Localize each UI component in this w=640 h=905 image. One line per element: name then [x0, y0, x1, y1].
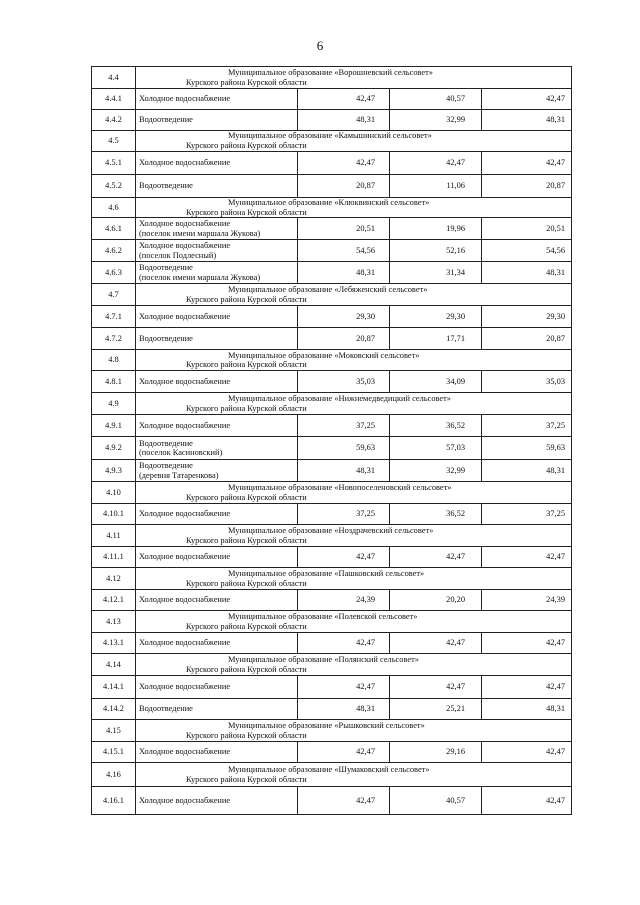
- tariff-value-v1: 37,25: [298, 504, 390, 525]
- tariff-value-v2: 29,16: [390, 742, 482, 763]
- section-heading-line: Муниципальное образование «Нижнемедведицкий сельсовет»: [228, 394, 451, 404]
- service-name-line: Холодное водоснабжение: [139, 241, 231, 251]
- section-heading-line: Курского района Курской области: [186, 578, 307, 588]
- section-code: 4.16: [92, 763, 136, 787]
- section-code: 4.9: [92, 393, 136, 415]
- tariff-value-v3: 37,25: [482, 415, 572, 437]
- row-code: 4.5.2: [92, 175, 136, 198]
- service-name-line: Холодное водоснабжение: [139, 509, 231, 519]
- row-code: 4.5.1: [92, 152, 136, 175]
- service-name-line: Водоотведение: [139, 438, 193, 448]
- table-row: [92, 89, 572, 110]
- section-heading-line: Муниципальное образование «Пашковский сельсовет»: [228, 569, 425, 579]
- tariff-value-v3: 42,47: [482, 742, 572, 763]
- tariff-value-v2: 29,30: [390, 306, 482, 328]
- tariff-value-v2: 31,34: [390, 262, 482, 284]
- service-name: [136, 262, 298, 284]
- section-heading: [136, 568, 572, 590]
- tariff-value-v2: 52,16: [390, 240, 482, 262]
- tariff-value-v3: 42,47: [482, 676, 572, 699]
- service-name: [136, 218, 298, 240]
- section-heading-line: Курского района Курской области: [186, 621, 307, 631]
- tariff-value-v2: 36,52: [390, 504, 482, 525]
- table-row: [92, 676, 572, 699]
- row-code: 4.10.1: [92, 504, 136, 525]
- section-code: 4.11: [92, 525, 136, 547]
- section-heading-line: Муниципальное образование «Моковский сельсовет»: [228, 350, 420, 360]
- section-row: [92, 131, 572, 152]
- tariff-value-v1: 29,30: [298, 306, 390, 328]
- section-code: 4.6: [92, 198, 136, 218]
- section-heading-line: Курского района Курской области: [186, 360, 307, 370]
- section-heading-line: Муниципальное образование «Ворошневский сельсовет»: [228, 67, 433, 77]
- service-name: [136, 89, 298, 110]
- service-name-line: Холодное водоснабжение: [139, 552, 231, 562]
- tariff-value-v1: 48,31: [298, 262, 390, 284]
- tariff-value-v3: 35,03: [482, 371, 572, 393]
- row-code: 4.6.3: [92, 262, 136, 284]
- table-row: [92, 371, 572, 393]
- tariff-value-v2: 40,57: [390, 89, 482, 110]
- table-row: [92, 175, 572, 198]
- section-row: [92, 482, 572, 504]
- row-code: 4.9.2: [92, 437, 136, 460]
- tariff-value-v2: 34,09: [390, 371, 482, 393]
- service-name: [136, 437, 298, 460]
- tariff-value-v1: 42,47: [298, 676, 390, 699]
- tariff-value-v3: 48,31: [482, 262, 572, 284]
- tariff-value-v3: 37,25: [482, 504, 572, 525]
- service-name-line: Холодное водоснабжение: [139, 94, 231, 104]
- tariff-value-v2: 17,71: [390, 328, 482, 350]
- table-row: [92, 437, 572, 460]
- section-code: 4.14: [92, 654, 136, 676]
- table-row: [92, 504, 572, 525]
- section-code: 4.10: [92, 482, 136, 504]
- service-name: [136, 110, 298, 131]
- service-name: [136, 415, 298, 437]
- section-heading-line: Муниципальное образование «Полевской сельсовет»: [228, 612, 418, 622]
- row-code: 4.14.2: [92, 699, 136, 720]
- tariff-value-v1: 42,47: [298, 742, 390, 763]
- service-name-line: (поселок Подлесный): [139, 250, 217, 260]
- table-row: [92, 218, 572, 240]
- table-row: [92, 415, 572, 437]
- table-row: [92, 742, 572, 763]
- section-code: 4.12: [92, 568, 136, 590]
- table-row: [92, 328, 572, 350]
- table-row: [92, 152, 572, 175]
- section-heading-line: Курского района Курской области: [186, 207, 307, 217]
- service-name: [136, 699, 298, 720]
- tariff-value-v1: 42,47: [298, 633, 390, 654]
- tariff-value-v2: 32,99: [390, 110, 482, 131]
- row-code: 4.6.1: [92, 218, 136, 240]
- service-name-line: Холодное водоснабжение: [139, 638, 231, 648]
- tariff-value-v1: 48,31: [298, 110, 390, 131]
- service-name: [136, 175, 298, 198]
- tariff-value-v3: 48,31: [482, 699, 572, 720]
- tariff-value-v2: 57,03: [390, 437, 482, 460]
- section-row: [92, 525, 572, 547]
- section-heading: [136, 525, 572, 547]
- tariff-value-v1: 42,47: [298, 89, 390, 110]
- table-row: [92, 590, 572, 611]
- service-name-line: (деревня Татаренкова): [139, 470, 219, 480]
- section-heading-line: Курского района Курской области: [186, 664, 307, 674]
- row-code: 4.4.1: [92, 89, 136, 110]
- service-name-line: Водоотведение: [139, 263, 193, 273]
- tariff-value-v2: 32,99: [390, 460, 482, 482]
- section-heading: [136, 763, 572, 787]
- service-name: [136, 676, 298, 699]
- tariff-value-v1: 42,47: [298, 547, 390, 568]
- tariff-value-v3: 20,51: [482, 218, 572, 240]
- service-name-line: Холодное водоснабжение: [139, 219, 231, 229]
- table-row: [92, 262, 572, 284]
- row-code: 4.15.1: [92, 742, 136, 763]
- tariff-value-v2: 20,20: [390, 590, 482, 611]
- tariff-value-v3: 20,87: [482, 328, 572, 350]
- tariff-value-v1: 37,25: [298, 415, 390, 437]
- service-name: [136, 460, 298, 482]
- tariff-value-v1: 48,31: [298, 460, 390, 482]
- row-code: 4.8.1: [92, 371, 136, 393]
- row-code: 4.13.1: [92, 633, 136, 654]
- tariff-value-v2: 11,06: [390, 175, 482, 198]
- tariff-table: [91, 66, 572, 815]
- tariff-value-v2: 42,47: [390, 633, 482, 654]
- section-code: 4.7: [92, 284, 136, 306]
- tariff-value-v2: 36,52: [390, 415, 482, 437]
- tariff-value-v3: 48,31: [482, 460, 572, 482]
- tariff-value-v1: 20,87: [298, 175, 390, 198]
- tariff-value-v3: 24,39: [482, 590, 572, 611]
- row-code: 4.9.1: [92, 415, 136, 437]
- tariff-value-v3: 20,87: [482, 175, 572, 198]
- section-row: [92, 284, 572, 306]
- section-row: [92, 568, 572, 590]
- section-row: [92, 393, 572, 415]
- tariff-value-v1: 42,47: [298, 787, 390, 815]
- service-name: [136, 328, 298, 350]
- service-name-line: Холодное водоснабжение: [139, 376, 231, 386]
- service-name-line: Холодное водоснабжение: [139, 420, 231, 430]
- tariff-value-v1: 20,87: [298, 328, 390, 350]
- service-name-line: (поселок имени маршала Жукова): [139, 228, 261, 238]
- tariff-value-v3: 54,56: [482, 240, 572, 262]
- section-heading-line: Муниципальное образование «Ноздрачевский сельсовет»: [228, 526, 434, 536]
- section-row: [92, 763, 572, 787]
- row-code: 4.7.2: [92, 328, 136, 350]
- service-name: [136, 547, 298, 568]
- service-name: [136, 633, 298, 654]
- tariff-value-v2: 42,47: [390, 547, 482, 568]
- section-code: 4.13: [92, 611, 136, 633]
- service-name-line: Холодное водоснабжение: [139, 747, 231, 757]
- section-heading: [136, 67, 572, 89]
- section-row: [92, 198, 572, 218]
- service-name-line: Водоотведение: [139, 704, 193, 714]
- section-heading-line: Курского района Курской области: [186, 774, 307, 784]
- tariff-value-v1: 20,51: [298, 218, 390, 240]
- service-name-line: Водоотведение: [139, 461, 193, 471]
- tariff-value-v1: 35,03: [298, 371, 390, 393]
- tariff-value-v2: 42,47: [390, 152, 482, 175]
- section-row: [92, 654, 572, 676]
- section-heading: [136, 350, 572, 371]
- table-row: [92, 306, 572, 328]
- table-row: [92, 110, 572, 131]
- section-heading-line: Муниципальное образование «Полянский сельсовет»: [228, 655, 419, 665]
- section-heading-line: Курского района Курской области: [186, 730, 307, 740]
- service-name-line: Холодное водоснабжение: [139, 595, 231, 605]
- service-name-line: Холодное водоснабжение: [139, 795, 231, 805]
- section-heading-line: Курского района Курской области: [186, 141, 307, 150]
- section-heading: [136, 482, 572, 504]
- tariff-value-v2: 40,57: [390, 787, 482, 815]
- section-heading-line: Курского района Курской области: [186, 294, 307, 304]
- section-heading: [136, 611, 572, 633]
- table-row: [92, 240, 572, 262]
- tariff-value-v3: 42,47: [482, 152, 572, 175]
- service-name: [136, 787, 298, 815]
- section-heading-line: Курского района Курской области: [186, 77, 307, 87]
- section-heading-line: Курского района Курской области: [186, 403, 307, 413]
- section-heading-line: Муниципальное образование «Камышинский сельсовет»: [228, 131, 432, 141]
- section-heading: [136, 284, 572, 306]
- section-code: 4.15: [92, 720, 136, 742]
- section-row: [92, 720, 572, 742]
- section-heading-line: Курского района Курской области: [186, 492, 307, 502]
- tariff-value-v3: 48,31: [482, 110, 572, 131]
- row-code: 4.6.2: [92, 240, 136, 262]
- tariff-value-v1: 24,39: [298, 590, 390, 611]
- section-heading-line: Муниципальное образование «Лебяженский сельсовет»: [228, 285, 428, 295]
- section-heading: [136, 654, 572, 676]
- section-code: 4.8: [92, 350, 136, 371]
- service-name: [136, 152, 298, 175]
- section-heading: [136, 131, 572, 152]
- section-heading: [136, 720, 572, 742]
- row-code: 4.7.1: [92, 306, 136, 328]
- tariff-value-v1: 42,47: [298, 152, 390, 175]
- service-name: [136, 742, 298, 763]
- service-name: [136, 504, 298, 525]
- tariff-value-v3: 42,47: [482, 633, 572, 654]
- tariff-value-v2: 25,21: [390, 699, 482, 720]
- service-name: [136, 306, 298, 328]
- row-code: 4.16.1: [92, 787, 136, 815]
- service-name-line: Водоотведение: [139, 181, 193, 191]
- service-name-line: Холодное водоснабжение: [139, 311, 231, 321]
- service-name: [136, 240, 298, 262]
- table-row: [92, 460, 572, 482]
- tariff-value-v3: 29,30: [482, 306, 572, 328]
- section-heading-line: Муниципальное образование «Шумаковский сельсовет»: [228, 765, 430, 775]
- section-code: 4.4: [92, 67, 136, 89]
- tariff-value-v1: 48,31: [298, 699, 390, 720]
- service-name-line: Холодное водоснабжение: [139, 158, 231, 168]
- tariff-value-v3: 42,47: [482, 547, 572, 568]
- tariff-value-v1: 54,56: [298, 240, 390, 262]
- section-code: 4.5: [92, 131, 136, 152]
- service-name: [136, 371, 298, 393]
- service-name-line: Водоотведение: [139, 333, 193, 343]
- tariff-value-v3: 42,47: [482, 89, 572, 110]
- row-code: 4.14.1: [92, 676, 136, 699]
- service-name-line: Холодное водоснабжение: [139, 682, 231, 692]
- section-heading: [136, 198, 572, 218]
- row-code: 4.11.1: [92, 547, 136, 568]
- row-code: 4.12.1: [92, 590, 136, 611]
- section-heading-line: Курского района Курской области: [186, 535, 307, 545]
- tariff-value-v2: 42,47: [390, 676, 482, 699]
- section-row: [92, 611, 572, 633]
- table-body: [92, 67, 572, 815]
- section-heading-line: Муниципальное образование «Новопоселеновский сельсовет»: [228, 483, 452, 493]
- tariff-value-v2: 19,96: [390, 218, 482, 240]
- service-name: [136, 590, 298, 611]
- page-number: 6: [316, 38, 324, 53]
- table-row: [92, 787, 572, 815]
- row-code: 4.4.2: [92, 110, 136, 131]
- tariff-value-v1: 59,63: [298, 437, 390, 460]
- service-name-line: (поселок Касиновский): [139, 448, 223, 458]
- table-row: [92, 633, 572, 654]
- table-row: [92, 699, 572, 720]
- section-heading-line: Муниципальное образование «Рышковский сельсовет»: [228, 721, 425, 731]
- service-name-line: Водоотведение: [139, 115, 193, 125]
- row-code: 4.9.3: [92, 460, 136, 482]
- tariff-value-v3: 59,63: [482, 437, 572, 460]
- section-row: [92, 67, 572, 89]
- tariff-value-v3: 42,47: [482, 787, 572, 815]
- table-row: [92, 547, 572, 568]
- section-heading-line: Муниципальное образование «Клюквинский сельсовет»: [228, 198, 430, 207]
- section-row: [92, 350, 572, 371]
- service-name-line: (поселок имени маршала Жукова): [139, 272, 261, 282]
- section-heading: [136, 393, 572, 415]
